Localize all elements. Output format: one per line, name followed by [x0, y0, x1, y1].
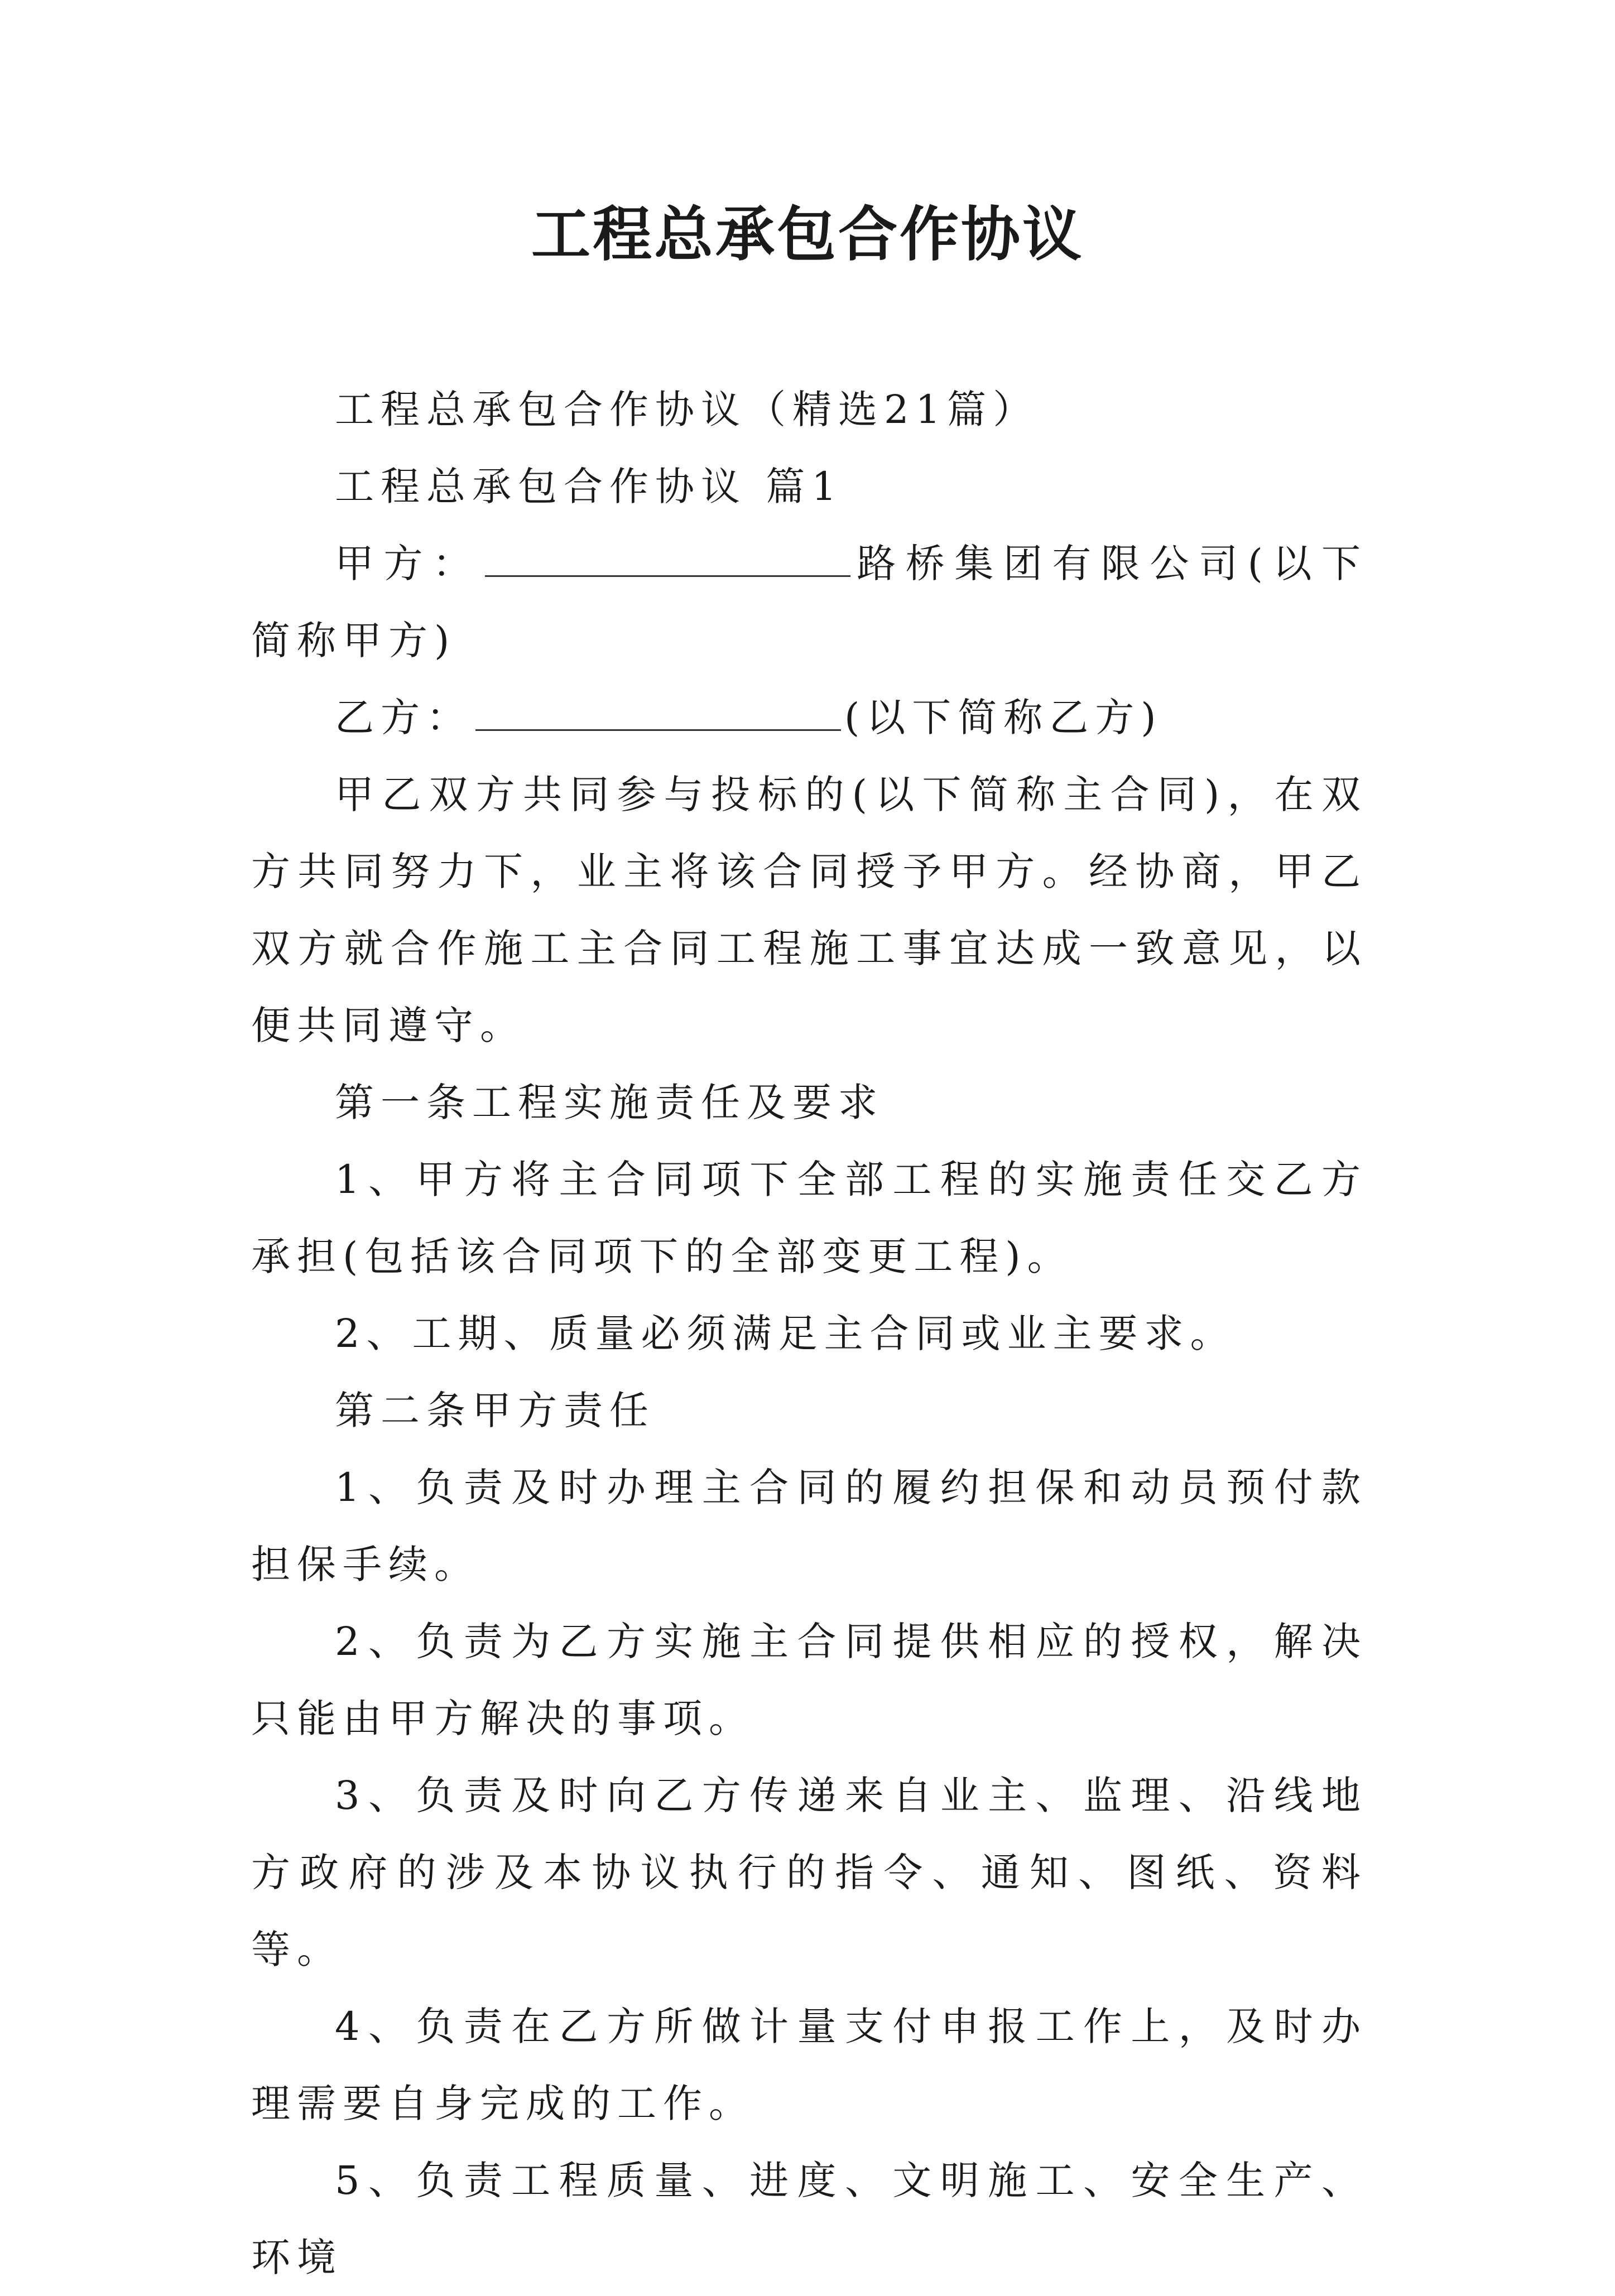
party-a-label: 甲方：	[335, 541, 482, 586]
article2-item5: 5、负责工程质量、进度、文明施工、安全生产、环境	[251, 2158, 1367, 2280]
intro-paragraph: 甲乙双方共同参与投标的(以下简称主合同)，在双方共同努力下，业主将该合同授予甲方。经协商，甲乙双方就合作施工主合同工程施工事宜达成一致意见，以便共同遵守。	[251, 772, 1367, 1048]
article2-item3: 3、负责及时向乙方传递来自业主、监理、沿线地方政府的涉及本协议执行的指令、通知、图纸、资料等。	[251, 1773, 1367, 1972]
article2-item2: 2、负责为乙方实施主合同提供相应的授权，解决只能由甲方解决的事项。	[251, 1619, 1367, 1741]
party-a-suffix: 路桥集团有限公司(以下简称甲方)	[251, 541, 1368, 663]
party-b-label: 乙方：	[335, 695, 472, 740]
subtitle: 工程总承包合作协议（精选21篇）	[335, 387, 1039, 432]
article2-title: 第二条甲方责任	[335, 1388, 655, 1433]
document-body	[251, 371, 1367, 2296]
article1-item2: 2、工期、质量必须满足主合同或业主要求。	[335, 1311, 1236, 1356]
article1-title: 第一条工程实施责任及要求	[335, 1080, 884, 1125]
document-title: 工程总承包合作协议	[531, 199, 1084, 269]
party-a-line	[251, 525, 1367, 679]
party-a-blank	[485, 541, 850, 577]
party-b-suffix: (以下简称乙方)	[844, 695, 1163, 740]
party-b-line	[251, 679, 1367, 756]
party-b-blank	[475, 695, 841, 731]
chapter-heading: 工程总承包合作协议 篇1	[335, 464, 843, 509]
article2-item1: 1、负责及时办理主合同的履约担保和动员预付款担保手续。	[251, 1465, 1367, 1587]
article1-item1: 1、甲方将主合同项下全部工程的实施责任交乙方承担(包括该合同项下的全部变更工程)。	[251, 1157, 1367, 1279]
article2-item4: 4、负责在乙方所做计量支付申报工作上，及时办理需要自身完成的工作。	[251, 2004, 1367, 2126]
